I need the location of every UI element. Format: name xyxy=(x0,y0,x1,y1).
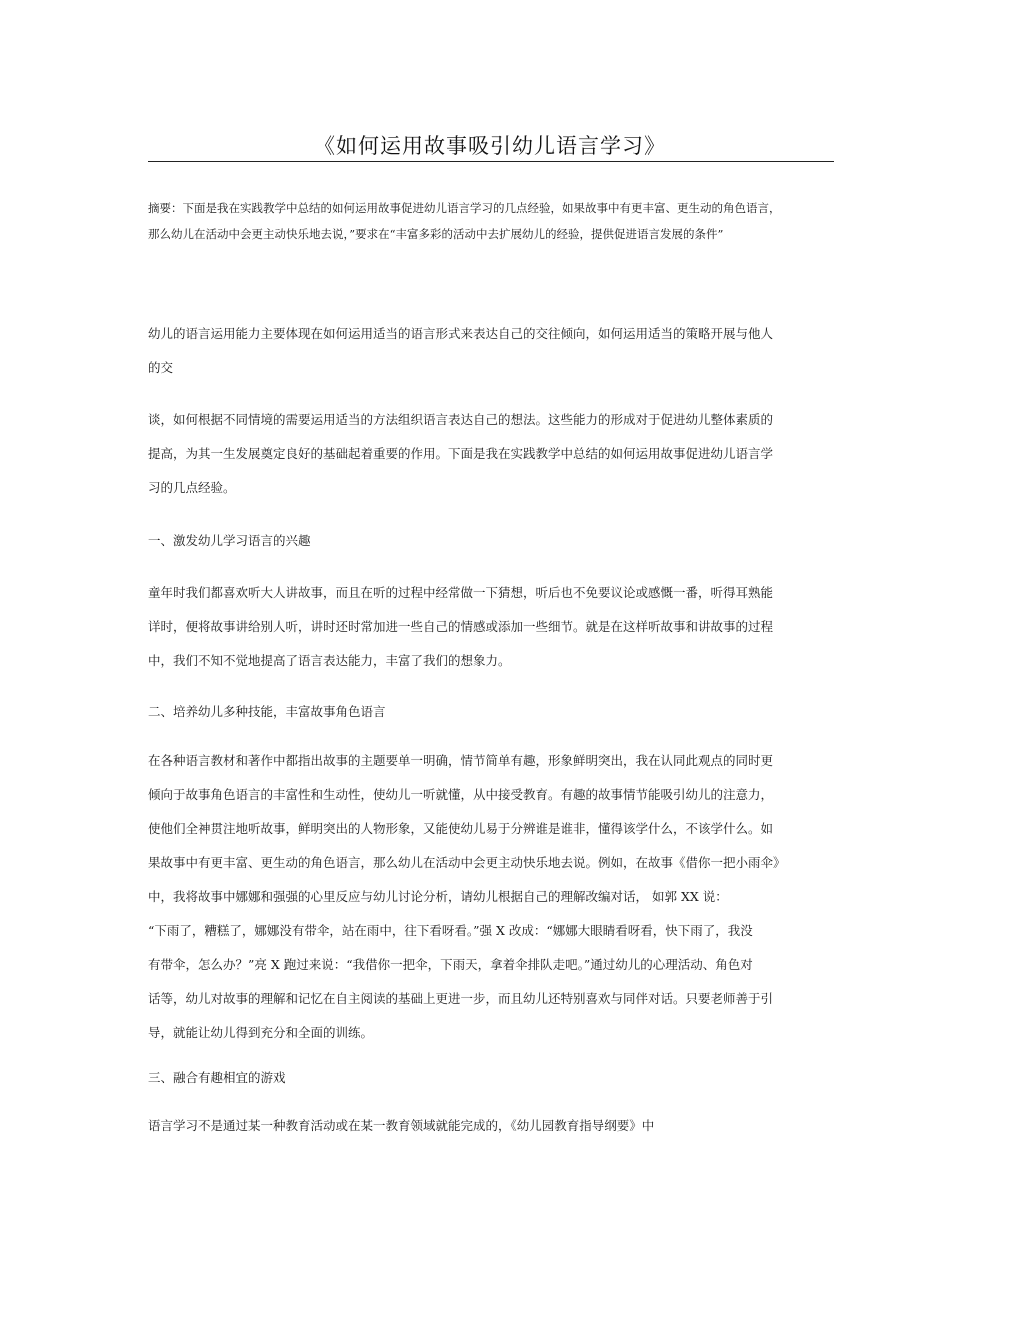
paragraph-line: 果故事中有更丰富、更生动的角色语言，那么幼儿在活动中会更主动快乐地去说。例如，在故事《借你一把小雨伞》 xyxy=(148,855,786,870)
abstract-line: 摘要：下面是我在实践教学中总结的如何运用故事促进幼儿语言学习的几点经验，如果故事中有更丰富、更生动的角色语言， xyxy=(148,201,781,215)
paragraph-line: 提高，为其一生发展奠定良好的基础起着重要的作用。下面是我在实践教学中总结的如何运用故事促进幼儿语言学 xyxy=(148,446,774,461)
paragraph-line: 语言学习不是通过某一种教育活动或在某一教育领域就能完成的，《幼儿园教育指导纲要》中 xyxy=(148,1118,655,1133)
intro-paragraph-1 xyxy=(148,317,838,385)
paragraph-line: 详时，便将故事讲给别人听，讲时还时常加进一些自己的情感或添加一些细节。就是在这样听故事和讲故事的过程 xyxy=(148,619,774,634)
section-heading-2: 二、培养幼儿多种技能，丰富故事角色语言 xyxy=(148,704,386,719)
paragraph-line: 的交 xyxy=(148,360,174,375)
section-2-paragraph xyxy=(148,744,838,1050)
paragraph-line: 中，我们不知不觉地提高了语言表达能力，丰富了我们的想象力。 xyxy=(148,653,511,668)
title-underline xyxy=(148,161,834,162)
intro-paragraph-2 xyxy=(148,403,838,505)
section-1-paragraph xyxy=(148,576,838,678)
abstract-paragraph xyxy=(148,195,838,247)
paragraph-line: 话等，幼儿对故事的理解和记忆在自主阅读的基础上更进一步，而且幼儿还特别喜欢与同伴对话。只要老师善于引 xyxy=(148,991,774,1006)
document-title: 《如何运用故事吸引幼儿语言学习》 xyxy=(314,134,666,158)
abstract-line: 那么幼儿在活动中会更主动快乐地去说，”要求在“丰富多彩的活动中去扩展幼儿的经验，提供促进语言发展的条件” xyxy=(148,227,724,241)
paragraph-line: 在各种语言教材和著作中都指出故事的主题要单一明确，情节简单有趣，形象鲜明突出，我在认同此观点的同时更 xyxy=(148,753,774,768)
paragraph-line: “下雨了，糟糕了，娜娜没有带伞，站在雨中，往下看呀看。”强 X 改成：“娜娜大眼睛看呀看，快下雨了，我没 xyxy=(148,923,753,938)
paragraph-line: 习的几点经验。 xyxy=(148,480,236,495)
paragraph-line: 童年时我们都喜欢听大人讲故事，而且在听的过程中经常做一下猜想，听后也不免要议论或感慨一番，听得耳熟能 xyxy=(148,585,774,600)
paragraph-line: 谈，如何根据不同情境的需要运用适当的方法组织语言表达自己的想法。这些能力的形成对于促进幼儿整体素质的 xyxy=(148,412,774,427)
section-3-paragraph xyxy=(148,1109,838,1143)
paragraph-line: 倾向于故事角色语言的丰富性和生动性，使幼儿一听就懂，从中接受教育。有趣的故事情节能吸引幼儿的注意力， xyxy=(148,787,774,802)
paragraph-line: 有带伞，怎么办？”亮 X 跑过来说：“我借你一把伞，下雨天，拿着伞排队走吧。”通过幼儿的心理活动、角色对 xyxy=(148,957,753,972)
section-heading-3: 三、融合有趣相宜的游戏 xyxy=(148,1070,286,1085)
paragraph-line: 中，我将故事中娜娜和强强的心里反应与幼儿讨论分析，请幼儿根据自己的理解改编对话， 如郭 XX 说： xyxy=(148,889,728,904)
paragraph-line: 幼儿的语言运用能力主要体现在如何运用适当的语言形式来表达自己的交往倾向，如何运用适当的策略开展与他人 xyxy=(148,326,774,341)
paragraph-line: 使他们全神贯注地听故事，鲜明突出的人物形象，又能使幼儿易于分辨谁是谁非，懂得该学什么，不该学什么。如 xyxy=(148,821,774,836)
paragraph-line: 导，就能让幼儿得到充分和全面的训练。 xyxy=(148,1025,374,1040)
section-heading-1: 一、激发幼儿学习语言的兴趣 xyxy=(148,533,311,548)
